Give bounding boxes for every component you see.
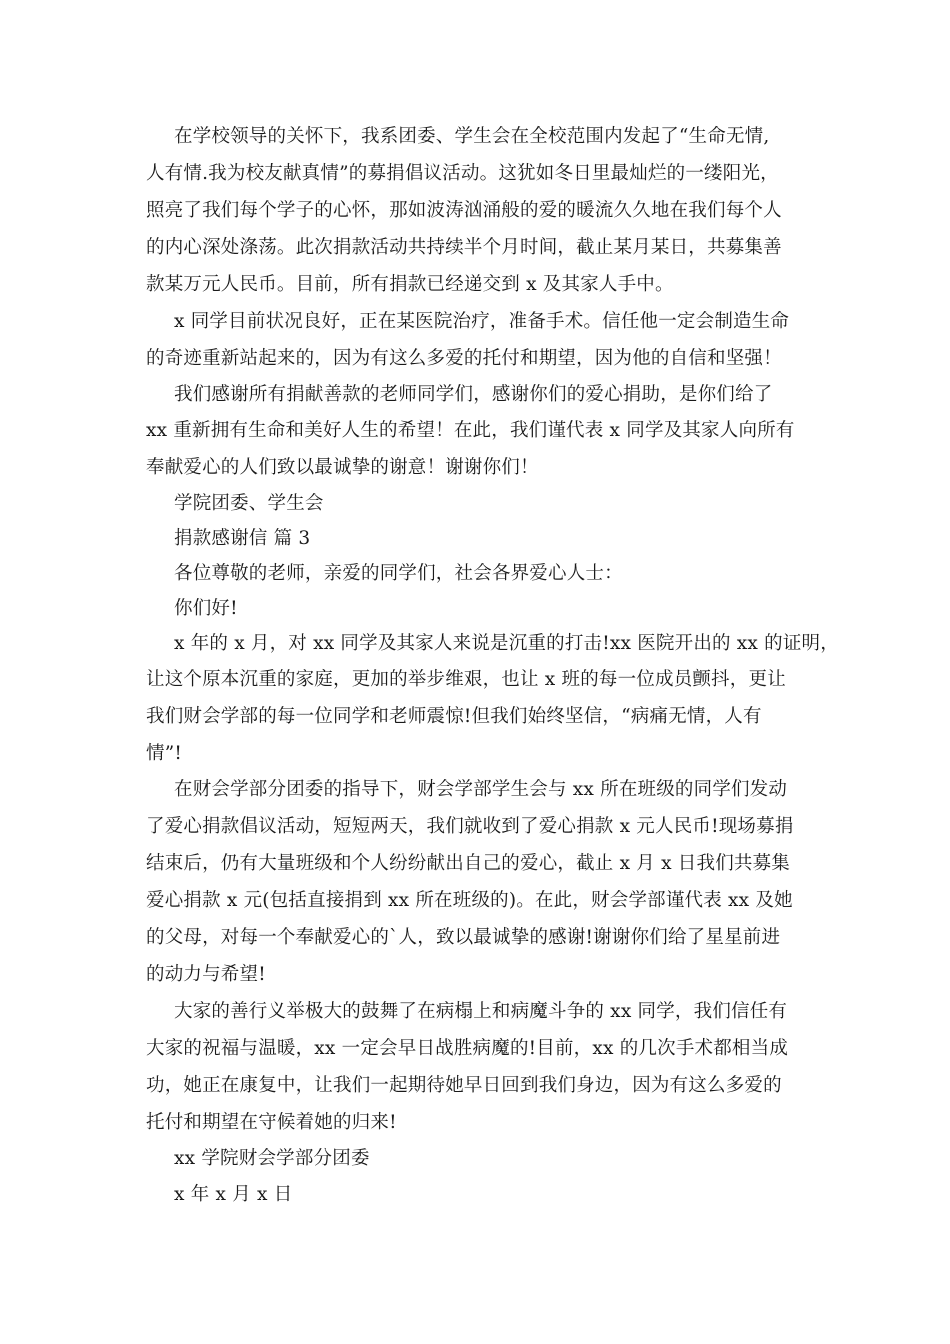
text-line: x 年的 x 月，对 xx 同学及其家人来说是沉重的打击!xx 医院开出的 xx 的证明， — [174, 633, 839, 654]
text-line: 爱心捐款 x 元(包括直接捐到 xx 所在班级的)。在此，财会学部谨代表 xx 及她 — [146, 890, 793, 911]
text-line: x 同学目前状况良好，正在某医院治疗，准备手术。信任他一定会制造生命 — [174, 311, 790, 332]
text-line: 大家的善行义举极大的鼓舞了在病榻上和病魔斗争的 xx 同学，我们信任有 — [174, 1001, 788, 1022]
text-line: 让这个原本沉重的家庭，更加的举步维艰，也让 x 班的每一位成员颤抖，更让 — [146, 669, 786, 690]
text-line: 在财会学部分团委的指导下，财会学部学生会与 xx 所在班级的同学们发动 — [174, 779, 788, 800]
text-line: 人有情.我为校友献真情”的募捐倡议活动。这犹如冬日里最灿烂的一缕阳光， — [146, 163, 779, 184]
text-line: 的动力与希望! — [146, 964, 266, 985]
date-line: x 年 x 月 x 日 — [174, 1184, 293, 1205]
text-line: 款某万元人民币。目前，所有捐款已经递交到 x 及其家人手中。 — [146, 274, 674, 295]
text-line: xx 重新拥有生命和美好人生的希望！在此，我们谨代表 x 同学及其家人向所有 — [146, 420, 795, 441]
text-line: 我们感谢所有捐献善款的老师同学们，感谢你们的爱心捐助，是你们给了 — [174, 384, 773, 405]
greeting-line: 你们好! — [174, 598, 238, 619]
text-line: 奉献爱心的人们致以最诚挚的谢意！谢谢你们！ — [146, 457, 539, 478]
text-line: 托付和期望在守候着她的归来! — [146, 1112, 397, 1133]
section-heading: 捐款感谢信 篇 3 — [174, 528, 311, 549]
text-line: 在学校领导的关怀下，我系团委、学生会在全校范围内发起了“生命无情, — [174, 126, 770, 147]
text-line: 大家的祝福与温暖，xx 一定会早日战胜病魔的!目前，xx 的几次手术都相当成 — [146, 1038, 789, 1059]
text-line: 我们财会学部的每一位同学和老师震惊!但我们始终坚信，“病痛无情，人有 — [146, 706, 762, 727]
text-line: 结束后，仍有大量班级和个人纷纷献出自己的爱心，截止 x 月 x 日我们共募集 — [146, 853, 790, 874]
signature-line: xx 学院财会学部分团委 — [174, 1148, 370, 1169]
text-line: 了爱心捐款倡议活动，短短两天，我们就收到了爱心捐款 x 元人民币!现场募捐 — [146, 816, 794, 837]
text-line: 的奇迹重新站起来的，因为有这么多爱的托付和期望，因为他的自信和坚强！ — [146, 348, 782, 369]
text-line: 的父母，对每一个奉献爱心的`人，致以最诚挚的感谢!谢谢你们给了星星前进 — [146, 927, 781, 948]
text-line: 功，她正在康复中，让我们一起期待她早日回到我们身边，因为有这么多爱的 — [146, 1075, 782, 1096]
signature-line: 学院团委、学生会 — [174, 493, 324, 514]
text-line: 情”! — [146, 743, 182, 764]
text-line: 的内心深处涤荡。此次捐款活动共持续半个月时间，截止某月某日，共募集善 — [146, 237, 782, 258]
salutation-line: 各位尊敬的老师，亲爱的同学们，社会各界爱心人士： — [174, 563, 623, 584]
text-line: 照亮了我们每个学子的心怀，那如波涛汹涌般的爱的暖流久久地在我们每个人 — [146, 200, 782, 221]
